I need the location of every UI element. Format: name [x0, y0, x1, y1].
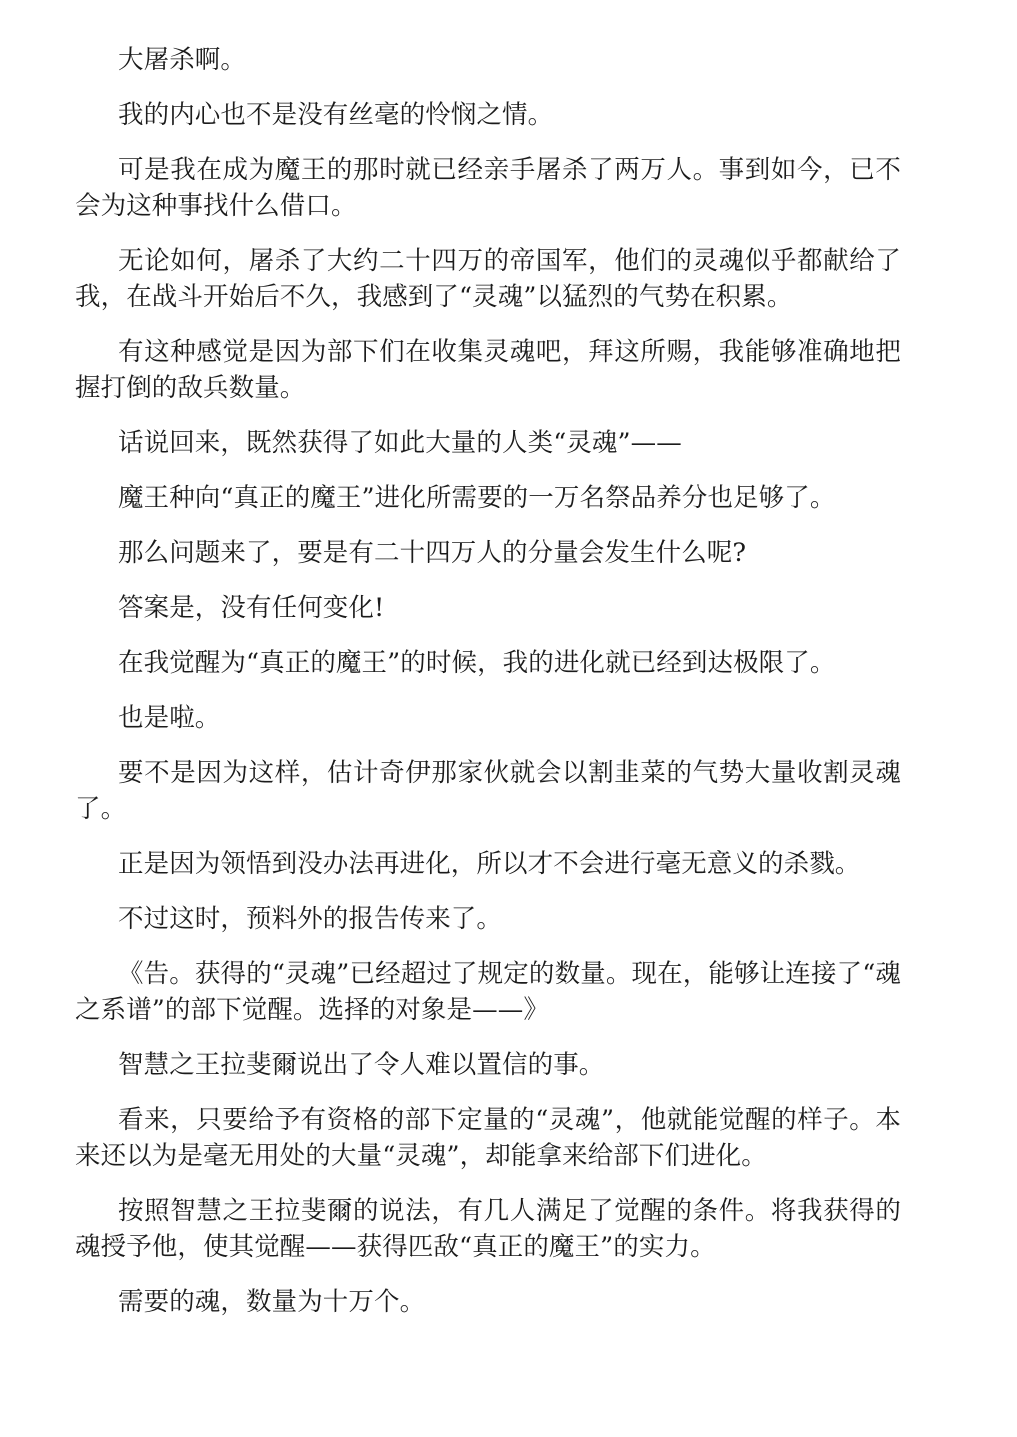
paragraph: 话说回来，既然获得了如此大量的人类“灵魂”——: [118, 428, 682, 458]
paragraph: 那么问题来了，要是有二十四万人的分量会发生什么呢?: [118, 538, 747, 568]
paragraph: 也是啦。: [118, 703, 221, 733]
paragraph: 无论如何，屠杀了大约二十四万的帝国军，他们的灵魂似乎都献给了我，在战斗开始后不久，我感到了“灵魂”以猛烈的气势在积累。: [75, 246, 901, 312]
paragraph: 可是我在成为魔王的那时就已经亲手屠杀了两万人。事到如今，已不会为这种事找什么借口。: [75, 155, 901, 221]
paragraph: 大屠杀啊。: [118, 45, 247, 75]
paragraph: 按照智慧之王拉斐爾的说法，有几人满足了觉醒的条件。将我获得的魂授予他，使其觉醒——获得匹敌“真正的魔王”的实力。: [75, 1196, 901, 1262]
paragraph: 在我觉醒为“真正的魔王”的时候，我的进化就已经到达极限了。: [118, 648, 836, 678]
paragraph: 要不是因为这样，估计奇伊那家伙就会以割韭菜的气势大量收割灵魂了。: [75, 758, 901, 824]
paragraph: 我的内心也不是没有丝毫的怜悯之情。: [118, 100, 554, 130]
paragraph: 需要的魂，数量为十万个。: [118, 1287, 426, 1317]
paragraph: 看来，只要给予有资格的部下定量的“灵魂”，他就能觉醒的样子。本来还以为是毫无用处的大量“灵魂”，却能拿来给部下们进化。: [75, 1105, 901, 1171]
paragraph: 魔王种向“真正的魔王”进化所需要的一万名祭品养分也足够了。: [118, 483, 836, 513]
paragraph: 《告。获得的“灵魂”已经超过了规定的数量。现在，能够让连接了“魂之系谱”的部下觉醒。选择的对象是——》: [75, 959, 901, 1025]
paragraph: 智慧之王拉斐爾说出了令人难以置信的事。: [118, 1050, 605, 1080]
paragraph: 正是因为领悟到没办法再进化，所以才不会进行毫无意义的杀戮。: [118, 849, 861, 879]
paragraph: 不过这时，预料外的报告传来了。: [118, 904, 503, 934]
paragraph: 答案是，没有任何变化!: [118, 593, 385, 623]
body-text-column: [75, 42, 901, 1320]
paragraph: 有这种感觉是因为部下们在收集灵魂吧，拜这所赐，我能够准确地把握打倒的敌兵数量。: [75, 337, 901, 403]
